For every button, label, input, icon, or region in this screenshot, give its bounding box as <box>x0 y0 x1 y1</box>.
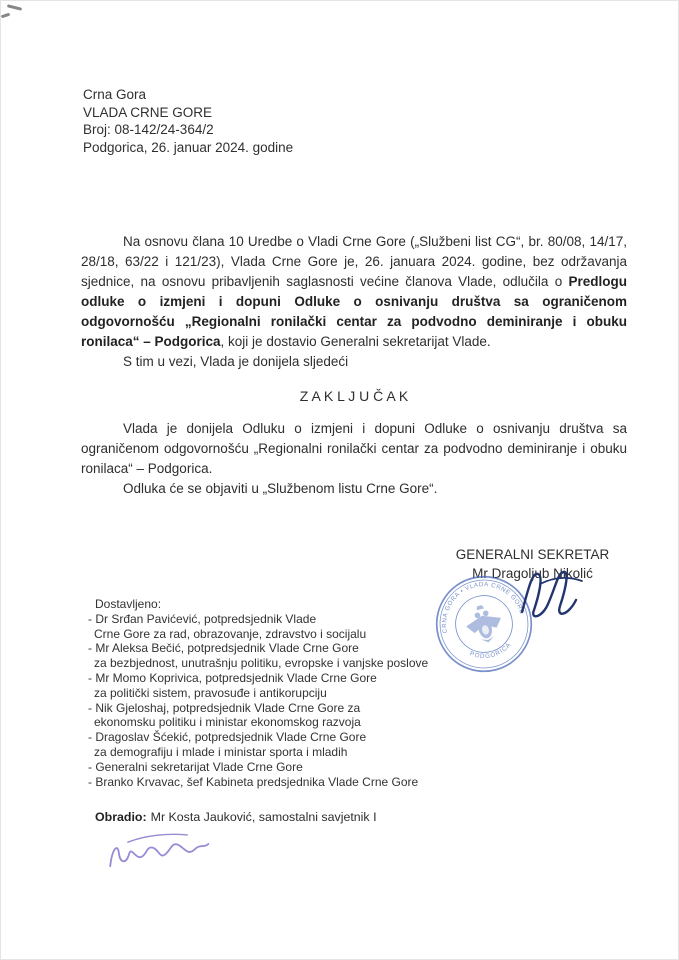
distribution-line: za demografiju i mlade i ministar sporta i mladih <box>94 744 348 759</box>
seal-bottom-text: PODGORICA <box>468 641 513 661</box>
clerk-handwritten-signature <box>101 821 218 882</box>
distribution-line: za bezbjednost, unutrašnju politiku, evropske i vanjske poslove <box>94 656 429 671</box>
distribution-line: ekonomsku politiku i ministar ekonomskog razvoja <box>94 715 361 730</box>
place-and-date: Podgorica, 26. januar 2024. godine <box>83 139 294 155</box>
scan-artifact <box>7 4 22 11</box>
distribution-line: - Generalni sekretarijat Vlade Crne Gore <box>88 759 303 774</box>
document-body <box>81 232 627 499</box>
publication-line: Odluka će se objaviti u „Službenom listu Crne Gore“. <box>123 481 438 496</box>
secretary-handwritten-signature <box>512 560 592 626</box>
scan-artifact <box>1 13 10 19</box>
signatory-name: Mr Dragoljub Nikolić <box>472 565 593 581</box>
distribution-list <box>88 597 428 789</box>
distribution-line: Crne Gore za rad, obrazovanje, zdravstvo i socijalu <box>94 626 367 641</box>
distribution-line: - Branko Krvavac, šef Kabineta predsjednika Vlade Crne Gore <box>88 774 419 789</box>
prepared-by-line <box>95 810 377 824</box>
distribution-line: - Nik Gjeloshaj, potpredsjednik Vlade Crne Gore za <box>88 700 361 715</box>
country-name: Crna Gora <box>83 87 147 102</box>
seal-top-text: CRNA GORA • VLADA CRNE GORE <box>441 581 526 634</box>
subject-bold-text: Predlogu odluke o izmjeni i dopuni Odluke o osnivanju društva sa ograničenom odgovornošću „Regionalni ronilački centar za podvodno deminiranje i obuku ronilaca“ – Podgorica <box>81 274 627 349</box>
distribution-line: za politički sistem, pravosuđe i antikorupciju <box>94 685 327 700</box>
distribution-line: - Mr Aleksa Bečić, potpredsjednik Vlade Crne Gore <box>88 641 359 656</box>
intro-text-start: Na osnovu člana 10 Uredbe o Vladi Crne Gore („Službeni list CG“, br. 80/08, 14/17, 28/18, 63/22 i 121/23), Vlada Crne Gore je, 26. januara 2024. godine, bez održavanja sjednice, na osnovu pribavljenih saglasnosti većine članova Vlade, odlučila o <box>81 234 627 289</box>
intro-paragraph <box>81 232 627 352</box>
transition-line: S tim u vezi, Vlada je donijela sljedeći <box>123 354 349 369</box>
distribution-line: - Mr Momo Koprivica, potpredsjednik Vlade Crne Gore <box>88 670 377 685</box>
conclusion-heading: Z A K L J U Č A K <box>299 388 409 404</box>
institution-name: VLADA CRNE GORE <box>83 104 213 120</box>
eagle-emblem <box>462 601 506 646</box>
distribution-label: Dostavljeno: <box>95 597 162 611</box>
document-number: Broj: 08-142/24-364/2 <box>83 122 214 137</box>
signatory-title: GENERALNI SEKRETAR <box>455 547 610 562</box>
prepared-by-name: Mr Kosta Jauković, samostalni savjetnik I <box>150 810 377 824</box>
decision-paragraph: Vlada je donijela Odluku o izmjeni i dopuni Odluke o osnivanju društva sa ograničenom odgovornošću „Regionalni ronilački centar za podvodno deminiranje i obuku ronilaca“ – Podgorica. <box>81 421 627 476</box>
letterhead <box>83 86 293 156</box>
distribution-line: - Dragoslav Šćekić, potpredsjednik Vlade Crne Gore <box>88 730 367 745</box>
prepared-label: Obradio: <box>95 810 147 824</box>
intro-text-end: , koji je dostavio Generalni sekretarijat Vlade. <box>220 334 491 349</box>
distribution-line: - Dr Srđan Pavićević, potpredsjednik Vlade <box>88 611 317 626</box>
